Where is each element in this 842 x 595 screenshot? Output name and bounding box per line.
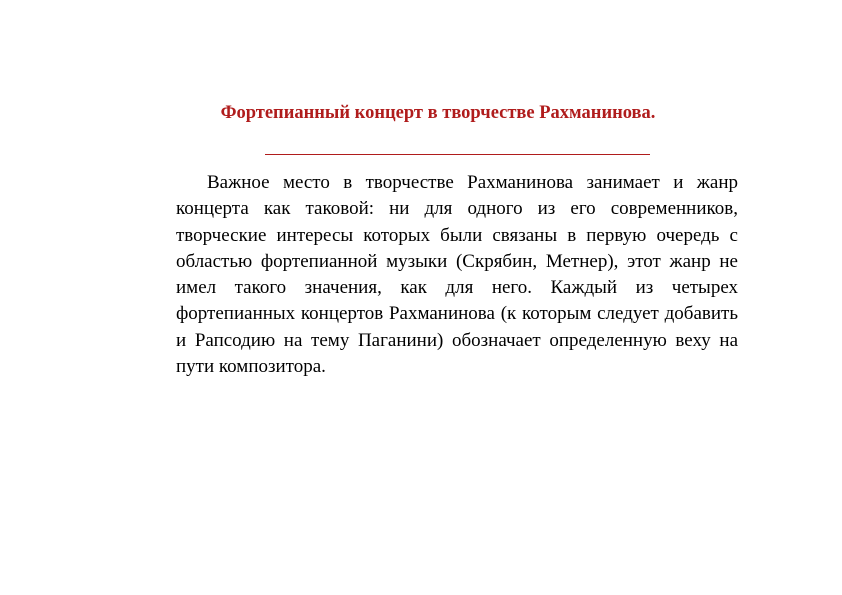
body-paragraph: Важное место в творчестве Рахманинова занимает и жанр концерта как таковой: ни для одного из его современников, творческие интересы которых были связаны в первую очередь с областью фортепианной музыки (Скрябин, Метнер), этот жанр не имел такого значения, как для него. Каждый из четырех фортепианных концертов Рахманинова (к которым следует добавить и Рапсодию на тему Паганини) обозначает определенную веху на пути композитора. [176,172,738,378]
document-title: Фортепианный концерт в творчестве Рахманинова. [220,103,656,123]
title-underline-divider [265,154,650,155]
